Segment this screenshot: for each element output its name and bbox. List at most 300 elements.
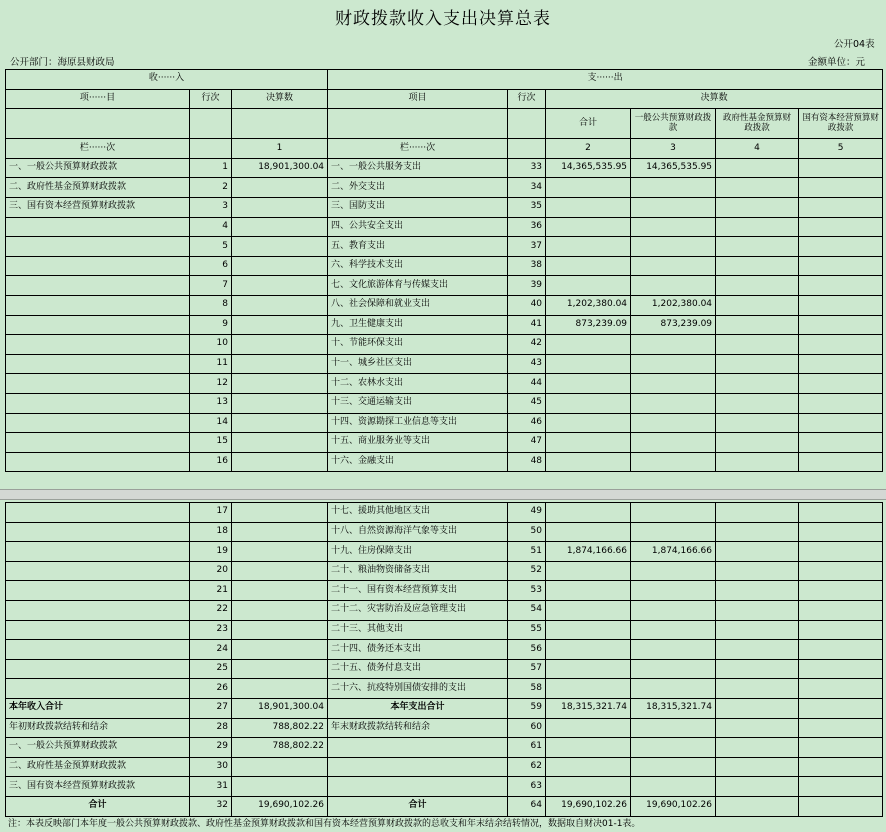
table-row bbox=[6, 315, 883, 335]
income-row-number: 7 bbox=[190, 276, 232, 296]
income-item-cell bbox=[6, 315, 190, 335]
expense-item-cell: 二十六、抗疫特别国债安排的支出 bbox=[328, 679, 508, 699]
expense-item-cell: 九、卫生健康支出 bbox=[328, 315, 508, 335]
table-row bbox=[6, 374, 883, 394]
expense-item-cell: 八、社会保障和就业支出 bbox=[328, 295, 508, 315]
expense-total-cell bbox=[546, 393, 631, 413]
expense-item-cell: 十四、资源勘探工业信息等支出 bbox=[328, 413, 508, 433]
general-budget-cell bbox=[631, 413, 716, 433]
expense-item-cell: 二十、粮油物资储备支出 bbox=[328, 561, 508, 581]
income-amount-cell bbox=[232, 659, 328, 679]
blank-cell bbox=[190, 109, 232, 139]
general-budget-cell bbox=[631, 237, 716, 257]
table-row bbox=[6, 561, 883, 581]
gov-fund-cell bbox=[716, 679, 799, 699]
income-item-cell bbox=[6, 640, 190, 660]
expense-item-cell: 十一、城乡社区支出 bbox=[328, 354, 508, 374]
income-row-number: 12 bbox=[190, 374, 232, 394]
expense-item-cell: 二十一、国有资本经营预算支出 bbox=[328, 581, 508, 601]
gov-fund-cell bbox=[716, 295, 799, 315]
income-row-number: 8 bbox=[190, 295, 232, 315]
income-row-number: 22 bbox=[190, 600, 232, 620]
expense-row-number: 48 bbox=[508, 452, 546, 472]
expense-row-number: 41 bbox=[508, 315, 546, 335]
income-item-cell: 年初财政拨款结转和结余 bbox=[6, 718, 190, 738]
income-amount-cell bbox=[232, 503, 328, 523]
budget-table-top bbox=[5, 69, 883, 472]
income-item-cell: 一、一般公共预算财政拨款 bbox=[6, 158, 190, 178]
general-budget-cell bbox=[631, 679, 716, 699]
expense-row-number: 50 bbox=[508, 522, 546, 542]
column-index-label: 栏······次 bbox=[6, 139, 190, 159]
state-capital-cell bbox=[799, 581, 883, 601]
blank-cell bbox=[232, 109, 328, 139]
income-amount-cell bbox=[232, 452, 328, 472]
income-item-cell bbox=[6, 542, 190, 562]
expense-item-cell: 二、外交支出 bbox=[328, 178, 508, 198]
income-row-number: 27 bbox=[190, 698, 232, 718]
income-row-number: 5 bbox=[190, 237, 232, 257]
general-budget-cell bbox=[631, 197, 716, 217]
table-row bbox=[6, 276, 883, 296]
expense-item-cell bbox=[328, 757, 508, 777]
income-amount-cell bbox=[232, 393, 328, 413]
income-amount-cell bbox=[232, 413, 328, 433]
state-capital-column-header: 国有资本经营预算财政拨款 bbox=[799, 109, 883, 139]
expense-row-number: 36 bbox=[508, 217, 546, 237]
general-budget-cell bbox=[631, 217, 716, 237]
income-row-number: 13 bbox=[190, 393, 232, 413]
table-row bbox=[6, 738, 883, 758]
table-row bbox=[6, 718, 883, 738]
gov-fund-cell bbox=[716, 561, 799, 581]
report-title: 财政拨款收入支出决算总表 bbox=[335, 9, 551, 29]
expense-total-cell bbox=[546, 197, 631, 217]
table-row bbox=[6, 503, 883, 523]
income-row-number: 15 bbox=[190, 433, 232, 453]
expense-item-cell bbox=[328, 777, 508, 797]
income-row-number: 6 bbox=[190, 256, 232, 276]
general-budget-cell bbox=[631, 718, 716, 738]
state-capital-cell bbox=[799, 738, 883, 758]
expense-row-number: 63 bbox=[508, 777, 546, 797]
expense-row-number: 60 bbox=[508, 718, 546, 738]
state-capital-cell bbox=[799, 393, 883, 413]
gov-fund-cell bbox=[716, 620, 799, 640]
table-row bbox=[6, 335, 883, 355]
income-row-number: 3 bbox=[190, 197, 232, 217]
gov-fund-cell bbox=[716, 335, 799, 355]
general-budget-cell: 18,315,321.74 bbox=[631, 698, 716, 718]
blank-cell bbox=[328, 109, 508, 139]
expense-item-cell: 十六、金融支出 bbox=[328, 452, 508, 472]
income-amount-cell bbox=[232, 522, 328, 542]
expense-item-cell: 四、公共安全支出 bbox=[328, 217, 508, 237]
income-amount-cell bbox=[232, 217, 328, 237]
expense-total-cell bbox=[546, 433, 631, 453]
department-label: 公开部门：海原县财政局 bbox=[10, 57, 115, 68]
general-budget-cell bbox=[631, 452, 716, 472]
gov-fund-cell bbox=[716, 796, 799, 816]
general-budget-cell bbox=[631, 256, 716, 276]
expense-row-number: 62 bbox=[508, 757, 546, 777]
general-budget-cell: 14,365,535.95 bbox=[631, 158, 716, 178]
expense-row-number: 43 bbox=[508, 354, 546, 374]
gov-fund-cell bbox=[716, 777, 799, 797]
expense-total-cell bbox=[546, 217, 631, 237]
gov-fund-cell bbox=[716, 738, 799, 758]
column-index-label: 栏······次 bbox=[328, 139, 508, 159]
expense-total-cell bbox=[546, 522, 631, 542]
expense-row-number: 34 bbox=[508, 178, 546, 198]
table-row bbox=[6, 158, 883, 178]
expense-item-cell: 二十四、债务还本支出 bbox=[328, 640, 508, 660]
income-amount-cell bbox=[232, 620, 328, 640]
gov-fund-cell bbox=[716, 600, 799, 620]
expense-item-cell: 十七、援助其他地区支出 bbox=[328, 503, 508, 523]
gov-fund-cell bbox=[716, 178, 799, 198]
table-row bbox=[6, 433, 883, 453]
income-row-number: 25 bbox=[190, 659, 232, 679]
table-row bbox=[6, 354, 883, 374]
state-capital-cell bbox=[799, 433, 883, 453]
general-budget-cell bbox=[631, 581, 716, 601]
expense-item-cell: 二十五、债务付息支出 bbox=[328, 659, 508, 679]
expense-row-number: 49 bbox=[508, 503, 546, 523]
state-capital-cell bbox=[799, 158, 883, 178]
expense-row-number: 42 bbox=[508, 335, 546, 355]
general-budget-cell bbox=[631, 522, 716, 542]
general-budget-cell bbox=[631, 374, 716, 394]
state-capital-cell bbox=[799, 600, 883, 620]
state-capital-cell bbox=[799, 542, 883, 562]
expense-total-cell bbox=[546, 659, 631, 679]
general-budget-cell: 873,239.09 bbox=[631, 315, 716, 335]
general-budget-cell bbox=[631, 738, 716, 758]
income-row-number: 16 bbox=[190, 452, 232, 472]
gov-fund-cell bbox=[716, 276, 799, 296]
expense-row-number: 64 bbox=[508, 796, 546, 816]
expense-total-cell bbox=[546, 452, 631, 472]
state-capital-cell bbox=[799, 698, 883, 718]
table-row bbox=[6, 600, 883, 620]
table-row bbox=[6, 542, 883, 562]
income-item-cell bbox=[6, 374, 190, 394]
income-row-number: 31 bbox=[190, 777, 232, 797]
income-row-number: 24 bbox=[190, 640, 232, 660]
expense-row-number: 33 bbox=[508, 158, 546, 178]
general-budget-cell bbox=[631, 393, 716, 413]
expense-row-no-header: 行次 bbox=[508, 89, 546, 109]
expense-item-cell: 十、节能环保支出 bbox=[328, 335, 508, 355]
expense-header: 支······出 bbox=[328, 70, 883, 90]
income-row-number: 9 bbox=[190, 315, 232, 335]
general-budget-cell bbox=[631, 335, 716, 355]
income-amount-cell: 18,901,300.04 bbox=[232, 158, 328, 178]
expense-row-number: 39 bbox=[508, 276, 546, 296]
income-row-number: 4 bbox=[190, 217, 232, 237]
gov-fund-cell bbox=[716, 522, 799, 542]
state-capital-cell bbox=[799, 335, 883, 355]
income-row-number: 11 bbox=[190, 354, 232, 374]
expense-item-cell: 十三、交通运输支出 bbox=[328, 393, 508, 413]
expense-row-number: 37 bbox=[508, 237, 546, 257]
expense-total-cell: 14,365,535.95 bbox=[546, 158, 631, 178]
gov-fund-cell bbox=[716, 315, 799, 335]
table-row bbox=[6, 295, 883, 315]
table-row bbox=[6, 413, 883, 433]
expense-row-number: 57 bbox=[508, 659, 546, 679]
income-amount-cell bbox=[232, 335, 328, 355]
unit-label: 金额单位：元 bbox=[808, 57, 866, 68]
income-item-cell: 合计 bbox=[6, 796, 190, 816]
income-item-cell bbox=[6, 276, 190, 296]
expense-row-number: 35 bbox=[508, 197, 546, 217]
table-row bbox=[6, 217, 883, 237]
income-amount-cell bbox=[232, 777, 328, 797]
expense-total-cell bbox=[546, 777, 631, 797]
expense-item-cell: 七、文化旅游体育与传媒支出 bbox=[328, 276, 508, 296]
gov-fund-cell bbox=[716, 217, 799, 237]
state-capital-cell bbox=[799, 777, 883, 797]
general-budget-cell bbox=[631, 354, 716, 374]
expense-row-number: 55 bbox=[508, 620, 546, 640]
gov-fund-cell bbox=[716, 452, 799, 472]
general-budget-cell bbox=[631, 561, 716, 581]
general-budget-column-header: 一般公共预算财政拨款 bbox=[631, 109, 716, 139]
income-amount-cell bbox=[232, 679, 328, 699]
expense-item-cell: 五、教育支出 bbox=[328, 237, 508, 257]
expense-total-cell bbox=[546, 503, 631, 523]
expense-total-cell: 19,690,102.26 bbox=[546, 796, 631, 816]
gov-fund-cell bbox=[716, 158, 799, 178]
expense-item-cell: 十二、农林水支出 bbox=[328, 374, 508, 394]
income-item-cell bbox=[6, 217, 190, 237]
expense-row-number: 61 bbox=[508, 738, 546, 758]
income-amount-cell bbox=[232, 757, 328, 777]
expense-item-cell: 二十二、灾害防治及应急管理支出 bbox=[328, 600, 508, 620]
gov-fund-cell bbox=[716, 757, 799, 777]
gov-fund-cell bbox=[716, 698, 799, 718]
expense-row-number: 59 bbox=[508, 698, 546, 718]
table-row bbox=[6, 777, 883, 797]
gov-fund-cell bbox=[716, 256, 799, 276]
income-amount-cell bbox=[232, 315, 328, 335]
income-row-number: 17 bbox=[190, 503, 232, 523]
table-row bbox=[6, 452, 883, 472]
state-capital-cell bbox=[799, 522, 883, 542]
expense-total-cell bbox=[546, 718, 631, 738]
gov-fund-cell bbox=[716, 659, 799, 679]
gov-fund-cell bbox=[716, 354, 799, 374]
expense-row-number: 56 bbox=[508, 640, 546, 660]
income-amount-cell bbox=[232, 640, 328, 660]
expense-total-cell bbox=[546, 276, 631, 296]
state-capital-cell bbox=[799, 452, 883, 472]
expense-item-header: 项目 bbox=[328, 89, 508, 109]
income-item-cell bbox=[6, 600, 190, 620]
state-capital-cell bbox=[799, 237, 883, 257]
income-row-number: 29 bbox=[190, 738, 232, 758]
income-row-number: 19 bbox=[190, 542, 232, 562]
general-budget-cell: 1,874,166.66 bbox=[631, 542, 716, 562]
state-capital-cell bbox=[799, 295, 883, 315]
table-row bbox=[6, 237, 883, 257]
income-item-cell bbox=[6, 393, 190, 413]
income-item-cell: 二、政府性基金预算财政拨款 bbox=[6, 178, 190, 198]
general-budget-cell: 1,202,380.04 bbox=[631, 295, 716, 315]
state-capital-cell bbox=[799, 620, 883, 640]
table-row bbox=[6, 679, 883, 699]
income-row-number: 1 bbox=[190, 158, 232, 178]
state-capital-cell bbox=[799, 640, 883, 660]
gov-fund-cell bbox=[716, 503, 799, 523]
blank-cell bbox=[508, 139, 546, 159]
expense-item-cell: 六、科学技术支出 bbox=[328, 256, 508, 276]
general-budget-cell bbox=[631, 433, 716, 453]
income-amount-cell bbox=[232, 256, 328, 276]
expense-total-cell bbox=[546, 335, 631, 355]
income-item-cell bbox=[6, 237, 190, 257]
page-break-strip bbox=[0, 489, 886, 500]
income-item-cell bbox=[6, 659, 190, 679]
income-row-number: 18 bbox=[190, 522, 232, 542]
income-amount-cell bbox=[232, 561, 328, 581]
budget-table-bottom bbox=[5, 502, 883, 817]
expense-total-cell: 1,202,380.04 bbox=[546, 295, 631, 315]
income-row-number: 23 bbox=[190, 620, 232, 640]
table-row bbox=[6, 393, 883, 413]
income-amount-cell bbox=[232, 178, 328, 198]
blank-cell bbox=[508, 109, 546, 139]
expense-item-cell: 合计 bbox=[328, 796, 508, 816]
income-amount-cell: 18,901,300.04 bbox=[232, 698, 328, 718]
general-budget-cell bbox=[631, 600, 716, 620]
income-item-cell bbox=[6, 295, 190, 315]
expense-total-cell: 18,315,321.74 bbox=[546, 698, 631, 718]
expense-row-number: 53 bbox=[508, 581, 546, 601]
income-item-cell bbox=[6, 433, 190, 453]
gov-fund-cell bbox=[716, 197, 799, 217]
table-row bbox=[6, 757, 883, 777]
column-index-5: 5 bbox=[799, 139, 883, 159]
income-row-number: 26 bbox=[190, 679, 232, 699]
expense-total-cell bbox=[546, 561, 631, 581]
gov-fund-cell bbox=[716, 640, 799, 660]
column-index-3: 3 bbox=[631, 139, 716, 159]
expense-total-cell: 873,239.09 bbox=[546, 315, 631, 335]
blank-cell bbox=[190, 139, 232, 159]
state-capital-cell bbox=[799, 354, 883, 374]
income-amount-cell bbox=[232, 581, 328, 601]
expense-total-cell bbox=[546, 620, 631, 640]
income-item-cell bbox=[6, 522, 190, 542]
income-amount-cell bbox=[232, 433, 328, 453]
income-row-no-header: 行次 bbox=[190, 89, 232, 109]
expense-row-number: 51 bbox=[508, 542, 546, 562]
column-index-4: 4 bbox=[716, 139, 799, 159]
gov-fund-cell bbox=[716, 433, 799, 453]
table-row bbox=[6, 522, 883, 542]
state-capital-cell bbox=[799, 374, 883, 394]
table-row bbox=[6, 620, 883, 640]
general-budget-cell: 19,690,102.26 bbox=[631, 796, 716, 816]
table-row bbox=[6, 178, 883, 198]
state-capital-cell bbox=[799, 256, 883, 276]
expense-row-number: 47 bbox=[508, 433, 546, 453]
income-row-number: 21 bbox=[190, 581, 232, 601]
state-capital-cell bbox=[799, 315, 883, 335]
income-row-number: 2 bbox=[190, 178, 232, 198]
general-budget-cell bbox=[631, 659, 716, 679]
table-row bbox=[6, 796, 883, 816]
state-capital-cell bbox=[799, 796, 883, 816]
table-row bbox=[6, 640, 883, 660]
expense-total-cell bbox=[546, 374, 631, 394]
income-item-header: 项······目 bbox=[6, 89, 190, 109]
expense-item-cell: 十五、商业服务业等支出 bbox=[328, 433, 508, 453]
general-budget-cell bbox=[631, 503, 716, 523]
expense-item-cell: 本年支出合计 bbox=[328, 698, 508, 718]
income-amount-cell bbox=[232, 600, 328, 620]
income-row-number: 20 bbox=[190, 561, 232, 581]
income-amount-cell bbox=[232, 354, 328, 374]
column-index-1: 1 bbox=[232, 139, 328, 159]
income-amount-cell bbox=[232, 542, 328, 562]
income-item-cell bbox=[6, 256, 190, 276]
expense-amount-header: 决算数 bbox=[546, 89, 883, 109]
state-capital-cell bbox=[799, 757, 883, 777]
column-index-2: 2 bbox=[546, 139, 631, 159]
income-item-cell: 本年收入合计 bbox=[6, 698, 190, 718]
income-row-number: 32 bbox=[190, 796, 232, 816]
income-amount-cell bbox=[232, 237, 328, 257]
expense-item-cell: 年末财政拨款结转和结余 bbox=[328, 718, 508, 738]
state-capital-cell bbox=[799, 718, 883, 738]
table-row bbox=[6, 581, 883, 601]
expense-item-cell bbox=[328, 738, 508, 758]
general-budget-cell bbox=[631, 640, 716, 660]
state-capital-cell bbox=[799, 197, 883, 217]
state-capital-cell bbox=[799, 178, 883, 198]
income-item-cell: 一、一般公共预算财政拨款 bbox=[6, 738, 190, 758]
blank-cell bbox=[6, 109, 190, 139]
income-row-number: 28 bbox=[190, 718, 232, 738]
expense-total-cell bbox=[546, 354, 631, 374]
gov-fund-cell bbox=[716, 581, 799, 601]
gov-fund-column-header: 政府性基金预算财政拨款 bbox=[716, 109, 799, 139]
footnote: 注：本表反映部门本年度一般公共预算财政拨款、政府性基金预算财政拨款和国有资本经营预算财政拨款的总收支和年末结余结转情况，数据取自财决01-1表。 bbox=[8, 819, 641, 829]
income-row-number: 14 bbox=[190, 413, 232, 433]
expense-row-number: 45 bbox=[508, 393, 546, 413]
income-amount-cell bbox=[232, 197, 328, 217]
income-amount-cell bbox=[232, 295, 328, 315]
expense-total-cell bbox=[546, 178, 631, 198]
income-item-cell bbox=[6, 503, 190, 523]
expense-total-cell bbox=[546, 679, 631, 699]
expense-row-number: 58 bbox=[508, 679, 546, 699]
general-budget-cell bbox=[631, 777, 716, 797]
income-item-cell: 三、国有资本经营预算财政拨款 bbox=[6, 777, 190, 797]
expense-row-number: 38 bbox=[508, 256, 546, 276]
income-item-cell bbox=[6, 679, 190, 699]
income-row-number: 10 bbox=[190, 335, 232, 355]
expense-item-cell: 十九、住房保障支出 bbox=[328, 542, 508, 562]
expense-item-cell: 十八、自然资源海洋气象等支出 bbox=[328, 522, 508, 542]
general-budget-cell bbox=[631, 620, 716, 640]
state-capital-cell bbox=[799, 217, 883, 237]
general-budget-cell bbox=[631, 276, 716, 296]
